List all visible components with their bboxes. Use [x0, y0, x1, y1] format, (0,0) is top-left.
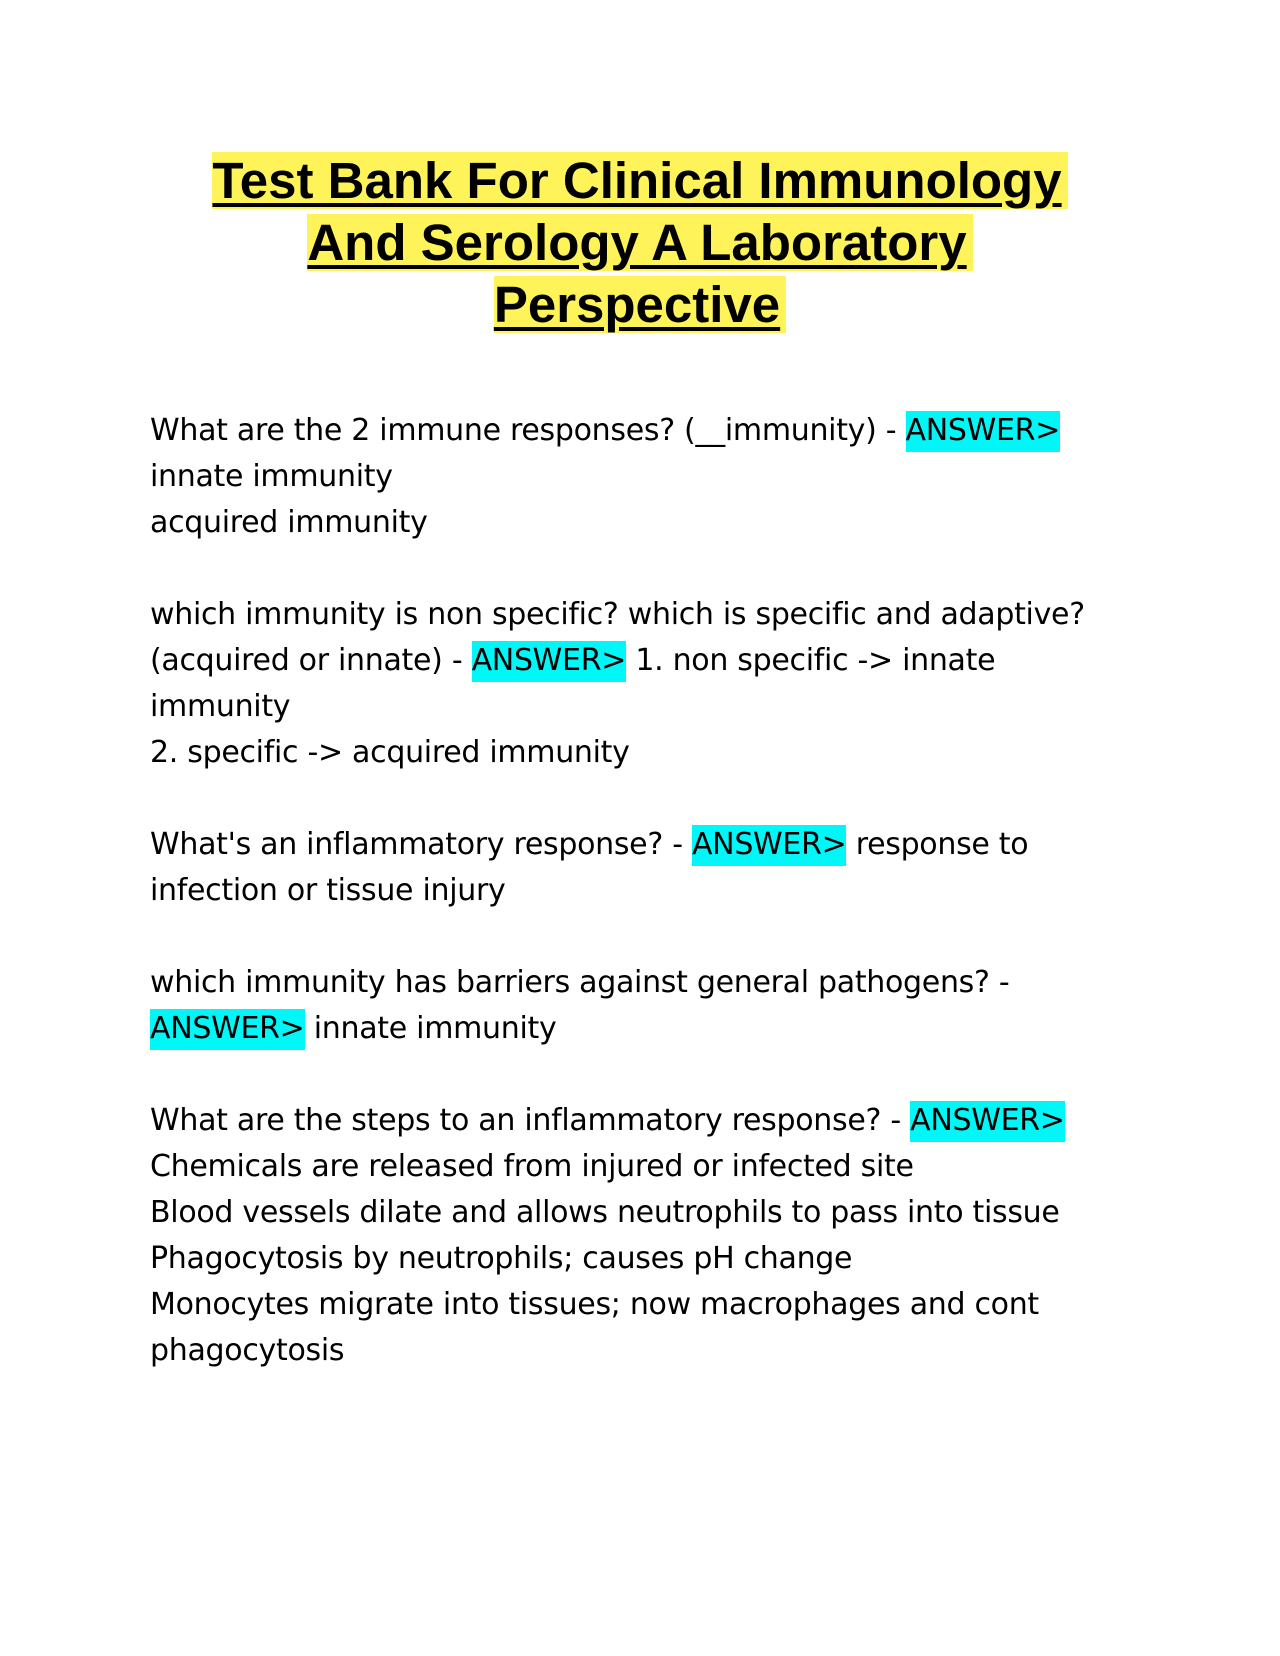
answer-line: Phagocytosis by neutrophils; causes pH change — [150, 1241, 853, 1276]
question-text: What are the steps to an inflammatory response? - — [150, 1103, 911, 1138]
qa-item — [150, 1098, 1150, 1374]
qa-item — [150, 960, 1150, 1052]
title-line-3: Perspective — [494, 276, 786, 333]
question-line — [150, 1098, 1150, 1144]
answer-label: ANSWER> — [150, 1009, 305, 1050]
answer-line: immunity — [150, 689, 291, 724]
answer-text: innate immunity — [304, 1011, 557, 1046]
answer-line: Monocytes migrate into tissues; now macrophages and cont — [150, 1287, 1039, 1322]
question-line — [150, 638, 1150, 684]
title-line-2: And Serology A Laboratory — [307, 214, 972, 271]
title-line-1: Test Bank For Clinical Immunology — [212, 152, 1067, 209]
question-line — [150, 822, 1150, 868]
answer-label: ANSWER> — [692, 825, 847, 866]
question-line: which immunity has barriers against general pathogens? - — [150, 965, 1010, 1000]
question-line: which immunity is non specific? which is specific and adaptive? — [150, 597, 1085, 632]
answer-line: 2. specific -> acquired immunity — [150, 735, 630, 770]
answer-label: ANSWER> — [472, 641, 627, 682]
answer-line: Blood vessels dilate and allows neutrophils to pass into tissue — [150, 1195, 1060, 1230]
qa-item — [150, 592, 1150, 776]
answer-label: ANSWER> — [906, 411, 1061, 452]
answer-line: innate immunity — [150, 459, 393, 494]
question-list — [150, 408, 1150, 1420]
question-line — [150, 408, 1150, 454]
question-text: (acquired or innate) - — [150, 643, 472, 678]
answer-label: ANSWER> — [910, 1101, 1065, 1142]
answer-line: infection or tissue injury — [150, 873, 506, 908]
question-text: What are the 2 immune responses? (__immunity) - — [150, 413, 906, 448]
answer-line: phagocytosis — [150, 1333, 345, 1368]
question-text: What's an inflammatory response? - — [150, 827, 692, 862]
answer-line: acquired immunity — [150, 505, 428, 540]
qa-item — [150, 822, 1150, 914]
answer-text: response to — [846, 827, 1029, 862]
answer-line: Chemicals are released from injured or infected site — [150, 1149, 914, 1184]
document-title — [150, 150, 1130, 336]
answer-line — [150, 1006, 1150, 1052]
answer-text: 1. non specific -> innate — [626, 643, 996, 678]
qa-item — [150, 408, 1150, 546]
